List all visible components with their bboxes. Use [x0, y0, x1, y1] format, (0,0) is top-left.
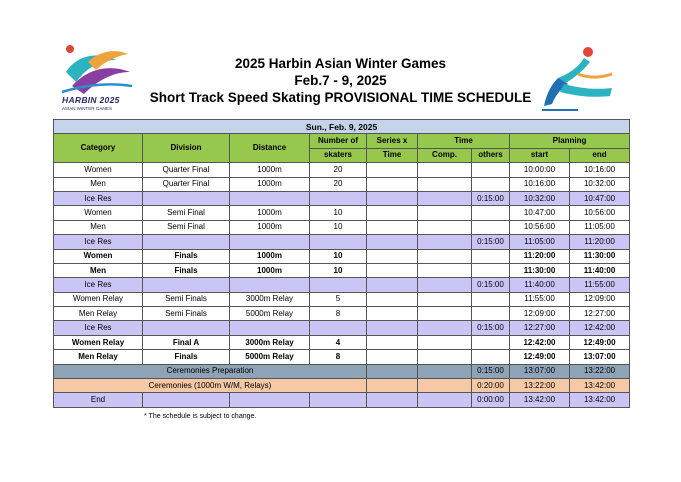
cell-start-time: 11:55:00 — [510, 292, 570, 306]
cell-distance: 1000m — [230, 220, 310, 234]
cell-comp-time — [418, 307, 472, 321]
cell-comp-time — [418, 335, 472, 349]
col-planning: Planning — [510, 134, 630, 148]
cell-others-time — [472, 292, 510, 306]
cell-skaters: 10 — [310, 220, 367, 234]
cell-end-time: 13:22:00 — [570, 364, 630, 378]
cell-comp-time — [418, 177, 472, 191]
cell-end-time: 11:30:00 — [570, 249, 630, 263]
cell-distance: 3000m Relay — [230, 292, 310, 306]
col-skaters-1: Number of — [310, 134, 367, 148]
cell-division: Semi Finals — [143, 292, 230, 306]
cell-start-time: 10:00:00 — [510, 163, 570, 177]
cell-division — [143, 321, 230, 335]
cell-series-time — [367, 191, 418, 205]
event-row — [54, 292, 630, 306]
col-time: Time — [418, 134, 510, 148]
cell-others-time — [472, 163, 510, 177]
cell-division — [143, 191, 230, 205]
schedule-date: Sun., Feb. 9, 2025 — [54, 120, 630, 134]
cell-start-time: 13:07:00 — [510, 364, 570, 378]
cell-series-time — [367, 393, 418, 407]
cell-others-time — [472, 335, 510, 349]
cell-others-time — [472, 206, 510, 220]
header-row — [54, 134, 630, 148]
cell-start-time: 12:49:00 — [510, 350, 570, 364]
event-title: 2025 Harbin Asian Winter Games — [235, 56, 446, 71]
cell-start-time: 11:40:00 — [510, 278, 570, 292]
cell-comp-time — [418, 163, 472, 177]
cell-category: Men — [54, 263, 143, 277]
cell-distance: 1000m — [230, 206, 310, 220]
cell-end-time: 11:05:00 — [570, 220, 630, 234]
cell-skaters — [310, 191, 367, 205]
cell-series-time — [367, 177, 418, 191]
cell-end-time: 13:42:00 — [570, 379, 630, 393]
cell-start-time: 12:42:00 — [510, 335, 570, 349]
cell-comp-time — [418, 393, 472, 407]
cell-division: Semi Finals — [143, 307, 230, 321]
cell-start-time: 11:05:00 — [510, 235, 570, 249]
cell-category: Ice Res — [54, 278, 143, 292]
cell-division: Finals — [143, 350, 230, 364]
ceremonies-row — [54, 379, 630, 393]
harbin-logo-title: HARBIN 2025 — [62, 95, 120, 105]
cell-series-time — [367, 278, 418, 292]
col-end: end — [570, 148, 630, 162]
cell-comp-time — [418, 292, 472, 306]
cell-series-time — [367, 350, 418, 364]
cell-skaters: 20 — [310, 163, 367, 177]
col-distance: Distance — [230, 134, 310, 163]
event-row — [54, 177, 630, 191]
cell-skaters — [310, 321, 367, 335]
cell-end-time: 13:07:00 — [570, 350, 630, 364]
cell-series-time — [367, 163, 418, 177]
cell-others-time: 0:00:00 — [472, 393, 510, 407]
cell-others-time: 0:15:00 — [472, 278, 510, 292]
cell-comp-time — [418, 235, 472, 249]
cell-category: Men Relay — [54, 350, 143, 364]
cell-category: Women Relay — [54, 335, 143, 349]
cell-end-time: 10:32:00 — [570, 177, 630, 191]
cell-division — [143, 393, 230, 407]
cell-category: Women — [54, 249, 143, 263]
harbin-logo-subtitle: ASIAN WINTER GAMES — [62, 106, 113, 111]
cell-start-time: 12:27:00 — [510, 321, 570, 335]
cell-end-time: 11:40:00 — [570, 263, 630, 277]
cell-skaters: 10 — [310, 206, 367, 220]
cell-others-time — [472, 220, 510, 234]
cell-comp-time — [418, 220, 472, 234]
cell-series-time — [367, 364, 418, 378]
cell-start-time: 13:42:00 — [510, 393, 570, 407]
cell-division: Semi Final — [143, 220, 230, 234]
ice-res-row — [54, 321, 630, 335]
cell-skaters: 20 — [310, 177, 367, 191]
cell-start-time: 12:09:00 — [510, 307, 570, 321]
cell-series-time — [367, 249, 418, 263]
cell-division: Semi Final — [143, 206, 230, 220]
cell-start-time: 13:22:00 — [510, 379, 570, 393]
cell-others-time: 0:15:00 — [472, 321, 510, 335]
cell-distance: 3000m Relay — [230, 335, 310, 349]
cell-division: Final A — [143, 335, 230, 349]
cell-category: Men Relay — [54, 307, 143, 321]
schedule-note: * The schedule is subject to change. — [144, 413, 257, 420]
ice-res-row — [54, 278, 630, 292]
cell-division — [143, 235, 230, 249]
cell-skaters — [310, 278, 367, 292]
cell-end-time: 10:56:00 — [570, 206, 630, 220]
cell-series-time — [367, 220, 418, 234]
event-row — [54, 335, 630, 349]
cell-others-time — [472, 263, 510, 277]
cell-start-time: 10:56:00 — [510, 220, 570, 234]
ice-res-row — [54, 235, 630, 249]
cell-comp-time — [418, 321, 472, 335]
cell-division: Finals — [143, 249, 230, 263]
cell-skaters — [310, 393, 367, 407]
event-row — [54, 206, 630, 220]
col-skaters-2: skaters — [310, 148, 367, 162]
cell-category: Women — [54, 206, 143, 220]
cell-distance: 1000m — [230, 249, 310, 263]
cell-distance — [230, 235, 310, 249]
schedule-title: Short Track Speed Skating PROVISIONAL TIME SCHEDULE — [149, 90, 532, 105]
cell-others-time — [472, 177, 510, 191]
ice-res-row — [54, 191, 630, 205]
cell-end-time: 13:42:00 — [570, 393, 630, 407]
cell-category: Men — [54, 220, 143, 234]
cell-category: Ice Res — [54, 191, 143, 205]
cell-distance: 1000m — [230, 163, 310, 177]
cell-end-time: 12:27:00 — [570, 307, 630, 321]
cell-series-time — [367, 307, 418, 321]
date-row — [54, 120, 630, 134]
cell-series-time — [367, 335, 418, 349]
cell-skaters: 10 — [310, 263, 367, 277]
cell-distance — [230, 191, 310, 205]
cell-skaters: 8 — [310, 307, 367, 321]
cell-series-time — [367, 235, 418, 249]
event-row — [54, 249, 630, 263]
col-category: Category — [54, 134, 143, 163]
cell-category: Ice Res — [54, 321, 143, 335]
cell-label: Ceremonies (1000m W/M, Relays) — [54, 379, 367, 393]
cell-series-time — [367, 379, 418, 393]
cell-division: Finals — [143, 263, 230, 277]
cell-distance: 1000m — [230, 263, 310, 277]
event-row — [54, 220, 630, 234]
col-division: Division — [143, 134, 230, 163]
cell-comp-time — [418, 379, 472, 393]
cell-series-time — [367, 321, 418, 335]
event-dates: Feb.7 - 9, 2025 — [294, 73, 387, 88]
cell-comp-time — [418, 278, 472, 292]
ceremonies-prep-row — [54, 364, 630, 378]
cell-start-time: 11:30:00 — [510, 263, 570, 277]
cell-series-time — [367, 206, 418, 220]
end-row — [54, 393, 630, 407]
cell-division — [143, 278, 230, 292]
cell-label: End — [54, 393, 143, 407]
cell-others-time: 0:15:00 — [472, 364, 510, 378]
cell-skaters: 10 — [310, 249, 367, 263]
cell-division: Quarter Final — [143, 163, 230, 177]
event-row — [54, 163, 630, 177]
cell-end-time: 11:20:00 — [570, 235, 630, 249]
cell-distance — [230, 278, 310, 292]
cell-end-time: 12:49:00 — [570, 335, 630, 349]
cell-comp-time — [418, 263, 472, 277]
col-comp: Comp. — [418, 148, 472, 162]
cell-distance: 5000m Relay — [230, 350, 310, 364]
cell-others-time — [472, 307, 510, 321]
cell-comp-time — [418, 364, 472, 378]
event-row — [54, 307, 630, 321]
col-others: others — [472, 148, 510, 162]
cell-category: Ice Res — [54, 235, 143, 249]
cell-label: Ceremonies Preparation — [54, 364, 367, 378]
cell-distance — [230, 321, 310, 335]
cell-end-time: 12:09:00 — [570, 292, 630, 306]
event-row — [54, 350, 630, 364]
cell-skaters: 8 — [310, 350, 367, 364]
cell-category: Men — [54, 177, 143, 191]
cell-start-time: 10:32:00 — [510, 191, 570, 205]
cell-others-time — [472, 249, 510, 263]
cell-end-time: 10:47:00 — [570, 191, 630, 205]
cell-others-time: 0:20:00 — [472, 379, 510, 393]
col-start: start — [510, 148, 570, 162]
cell-comp-time — [418, 249, 472, 263]
event-row — [54, 263, 630, 277]
cell-start-time: 10:47:00 — [510, 206, 570, 220]
cell-end-time: 12:42:00 — [570, 321, 630, 335]
cell-category: Women — [54, 163, 143, 177]
cell-start-time: 10:16:00 — [510, 177, 570, 191]
cell-start-time: 11:20:00 — [510, 249, 570, 263]
cell-skaters: 4 — [310, 335, 367, 349]
cell-skaters: 5 — [310, 292, 367, 306]
cell-end-time: 11:55:00 — [570, 278, 630, 292]
cell-comp-time — [418, 350, 472, 364]
cell-distance: 1000m — [230, 177, 310, 191]
cell-comp-time — [418, 206, 472, 220]
cell-distance — [230, 393, 310, 407]
cell-series-time — [367, 292, 418, 306]
col-series-2: Time — [367, 148, 418, 162]
cell-division: Quarter Final — [143, 177, 230, 191]
cell-others-time — [472, 350, 510, 364]
col-series-1: Series x — [367, 134, 418, 148]
cell-others-time: 0:15:00 — [472, 235, 510, 249]
cell-comp-time — [418, 191, 472, 205]
cell-end-time: 10:16:00 — [570, 163, 630, 177]
cell-distance: 5000m Relay — [230, 307, 310, 321]
cell-category: Women Relay — [54, 292, 143, 306]
schedule-table — [53, 119, 630, 408]
cell-series-time — [367, 263, 418, 277]
cell-others-time: 0:15:00 — [472, 191, 510, 205]
cell-skaters — [310, 235, 367, 249]
